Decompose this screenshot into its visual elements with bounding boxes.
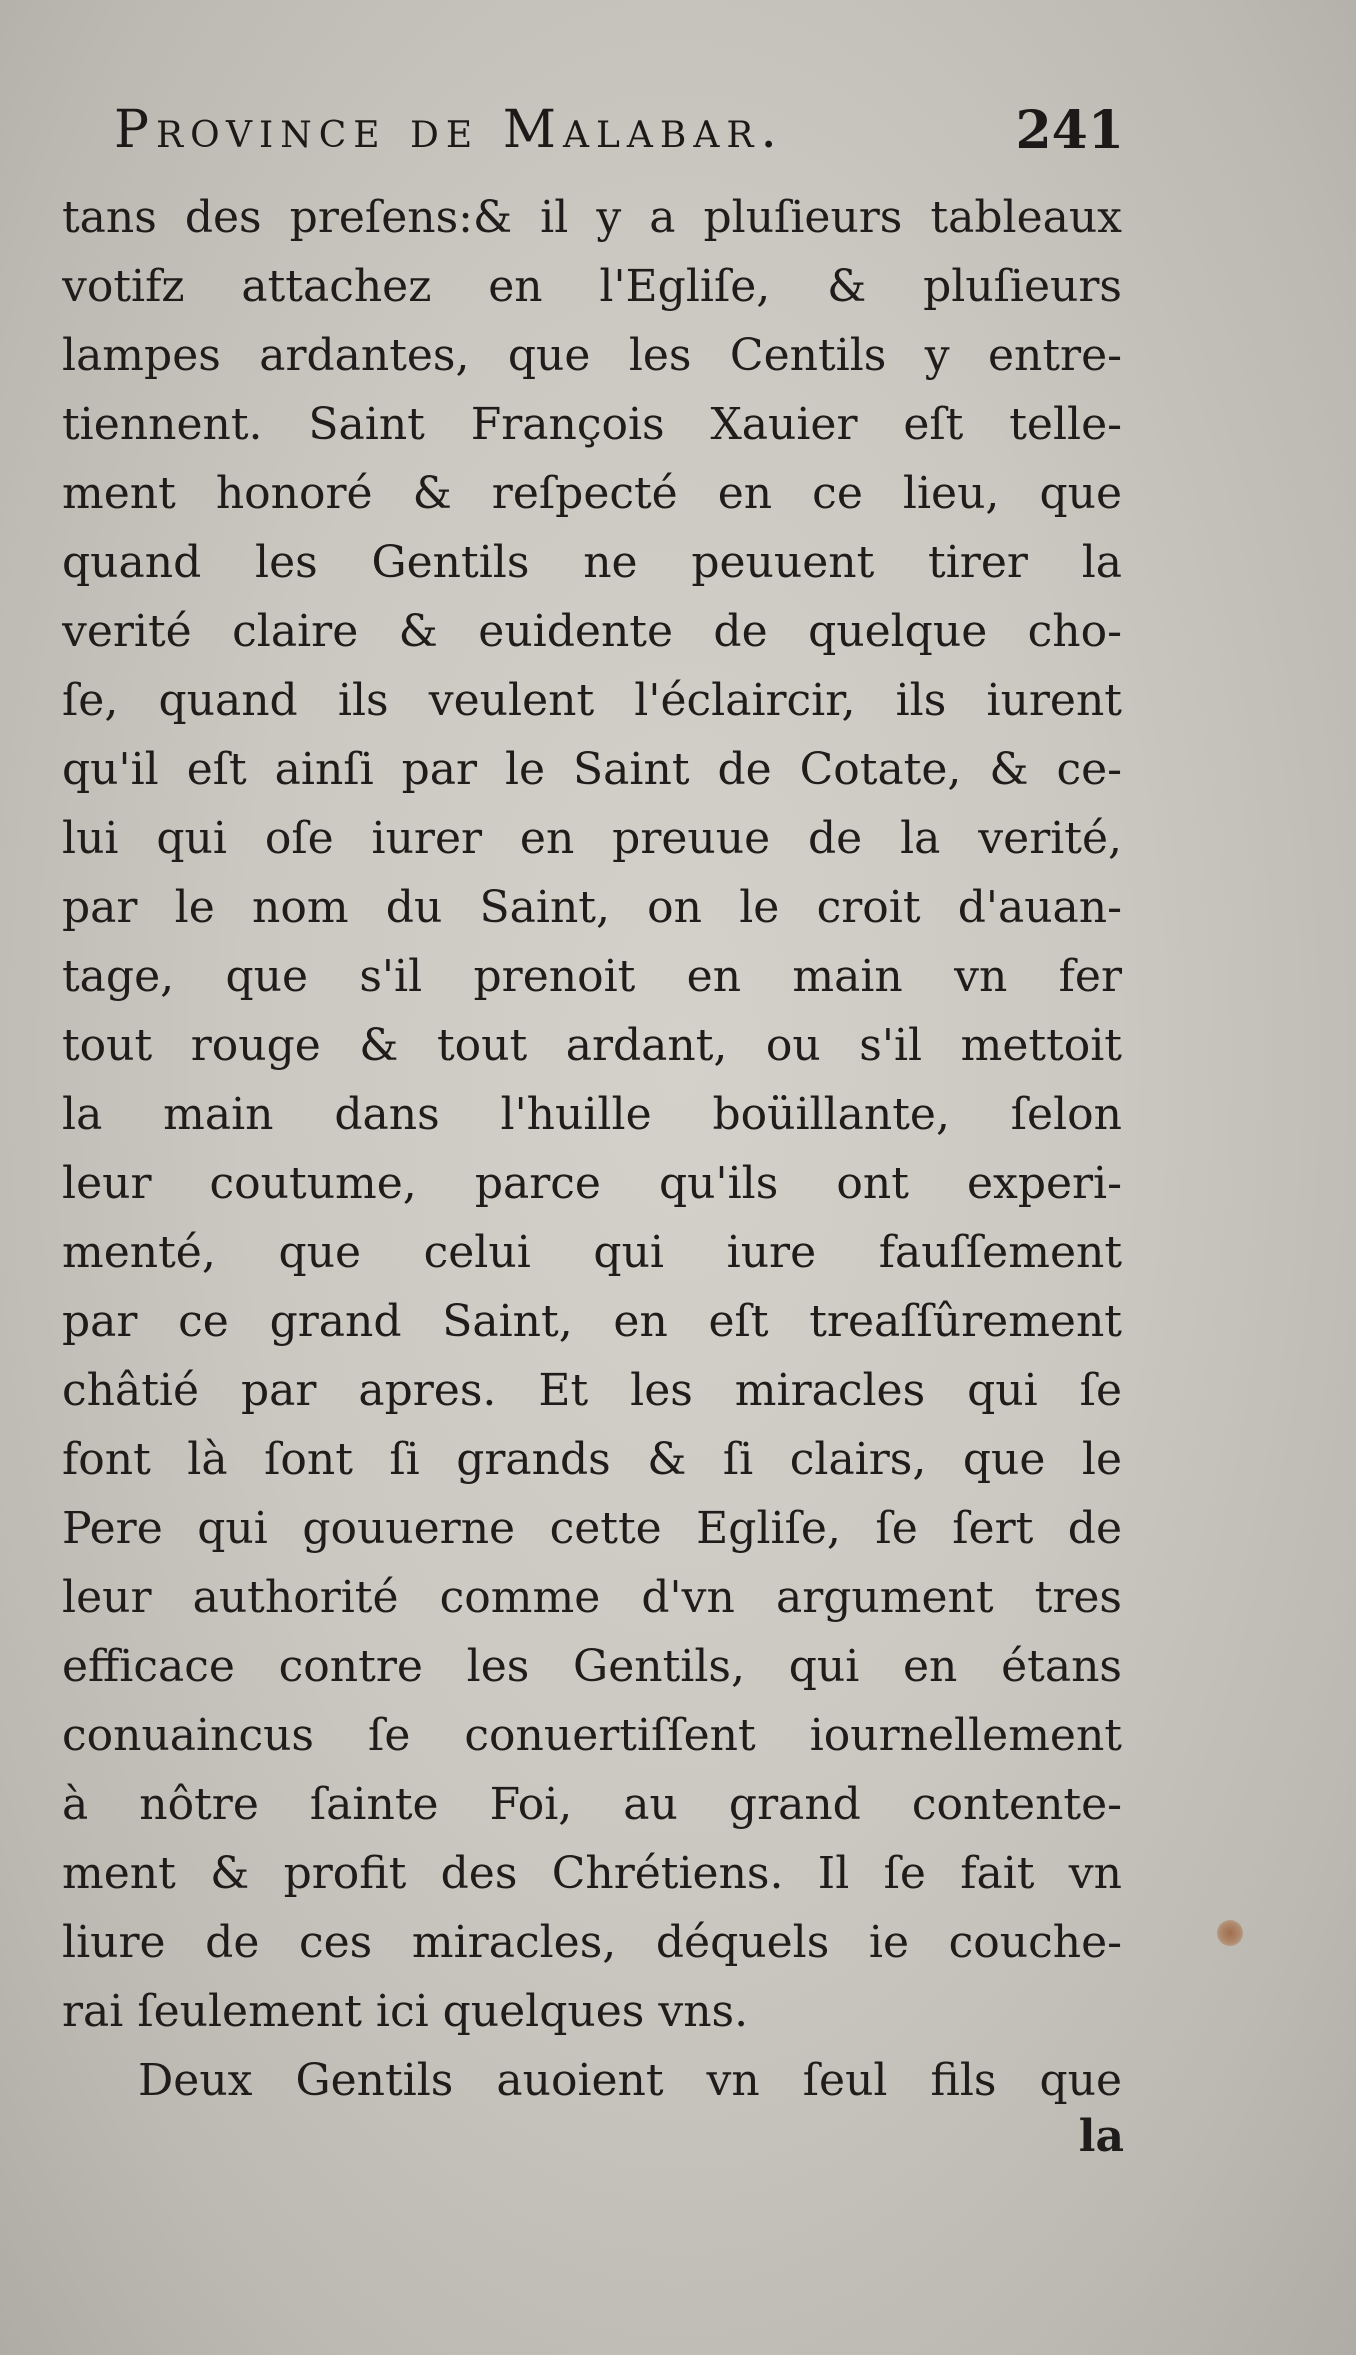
body-text: [62, 183, 1122, 2115]
page-header: [114, 100, 1124, 170]
text-line: par le nom du Saint, on le croit d'auan-: [62, 882, 1122, 933]
text-line: tout rouge & tout ardant, ou s'il mettoit: [62, 1020, 1122, 1071]
text-line: leur authorité comme d'vn argument tres: [62, 1572, 1122, 1623]
text-line: tage, que s'il prenoit en main vn fer: [62, 951, 1122, 1002]
text-line: Pere qui gouuerne cette Egliſe, ſe ſert de: [62, 1503, 1122, 1554]
show-through-text: [90, 2150, 320, 2180]
text-line: tans des preſens:& il y a pluſieurs tableaux: [62, 192, 1122, 243]
text-line: ſe, quand ils veulent l'éclaircir, ils iurent: [62, 675, 1122, 726]
text-line-paragraph-end: rai ſeulement ici quelques vns.: [62, 1986, 749, 2037]
text-line: à nôtre ſainte Foi, au grand contente-: [62, 1779, 1122, 1830]
text-line: efficace contre les Gentils, qui en étans: [62, 1641, 1122, 1692]
text-line: ment & profit des Chrétiens. Il ſe fait vn: [62, 1848, 1122, 1899]
running-head: Province de Malabar.: [114, 100, 784, 160]
text-line: conuaincus ſe conuertiſſent iournellement: [62, 1710, 1122, 1761]
text-line: lui qui oſe iurer en preuue de la verité,: [62, 813, 1122, 864]
text-line: tiennent. Saint François Xauier eſt telle-: [62, 399, 1122, 450]
text-line: par ce grand Saint, en eſt treaſſûrement: [62, 1296, 1122, 1347]
text-line: font là ſont ſi grands & ſi clairs, que le: [62, 1434, 1122, 1485]
page-number: 241: [1015, 100, 1124, 161]
text-line: qu'il eſt ainſi par le Saint de Cotate, & ce-: [62, 744, 1122, 795]
text-line: la main dans l'huille boüillante, ſelon: [62, 1089, 1122, 1140]
text-line-paragraph-start: Deux Gentils auoient vn ſeul fils que: [138, 2055, 1122, 2106]
text-line: châtié par apres. Et les miracles qui ſe: [62, 1365, 1122, 1416]
text-line: liure de ces miracles, déquels ie couche-: [62, 1917, 1122, 1968]
text-line: leur coutume, parce qu'ils ont experi-: [62, 1158, 1122, 1209]
text-line: quand les Gentils ne peuuent tirer la: [62, 537, 1122, 588]
ink-stain: [1217, 1920, 1243, 1946]
text-line: votifz attachez en l'Egliſe, & pluſieurs: [62, 261, 1122, 312]
text-line: lampes ardantes, que les Centils y entre-: [62, 330, 1122, 381]
catchword: la: [1078, 2111, 1124, 2162]
text-line: menté, que celui qui iure fauſſement: [62, 1227, 1122, 1278]
text-line: ment honoré & reſpecté en ce lieu, que: [62, 468, 1122, 519]
text-line: verité claire & euidente de quelque cho-: [62, 606, 1122, 657]
